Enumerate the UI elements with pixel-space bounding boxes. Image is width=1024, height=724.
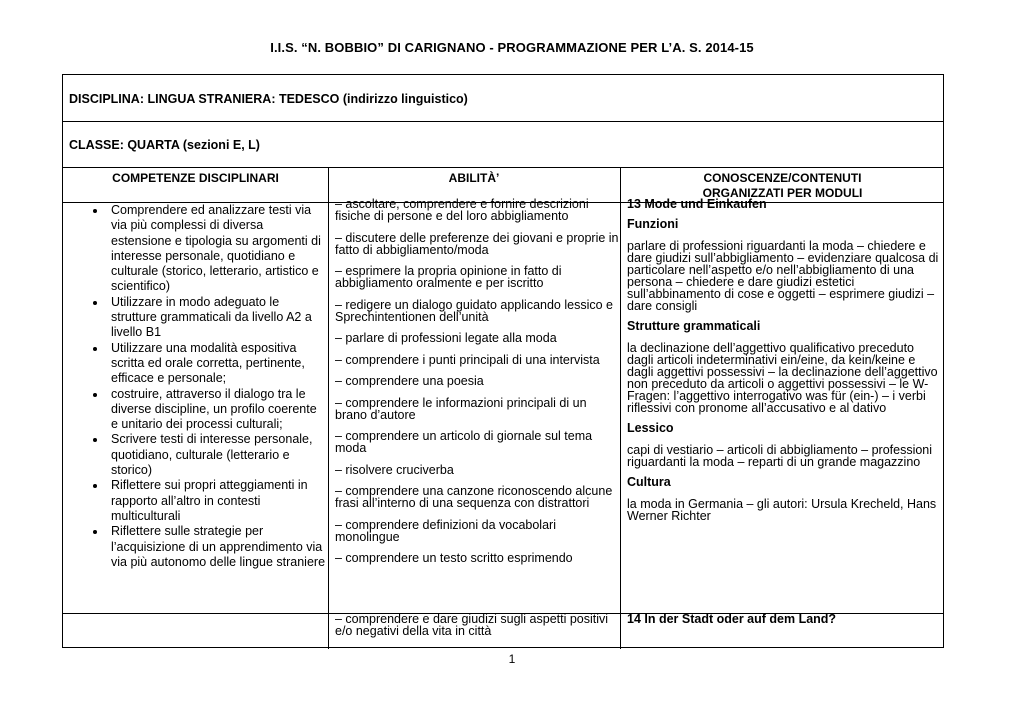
list-item: – comprendere una canzone riconoscendo alcune frasi all’interno di una sequenza con distrattori (335, 484, 613, 510)
section-text: la declinazione dell’aggettivo qualificativo preceduto dagli articoli indeterminativi ein/eine, da kein/keine e dagli aggettivi possessivi – la declinazione dell’aggettivo non preceduto da articoli o aggettivi possessivi – le W-Fragen: l’aggettivo interrogativo was für (ein-) – i verbi riflessivi con pronome all’accusativo e al dativo (627, 341, 938, 415)
document-title: I.I.S. “N. BOBBIO” DI CARIGNANO - PROGRAMMAZIONE PER L’A. S. 2014-15 (270, 40, 754, 55)
competenze-list (87, 203, 327, 570)
list-item: • costruire, attraverso il dialogo tra le diverse discipline, un profilo coerente e unitario dei processi culturali; (107, 387, 327, 433)
column-divider (620, 167, 621, 649)
module-title: 13 Mode und Einkaufen (627, 197, 767, 211)
header-competenze: COMPETENZE DISCIPLINARI (112, 171, 279, 185)
list-item: – comprendere le informazioni principali di un brano d’autore (335, 395, 587, 422)
section-heading: Funzioni (627, 217, 679, 231)
header-abilita: ABILITÀ’ (448, 171, 500, 185)
disciplina-label: DISCIPLINA: LINGUA STRANIERA: TEDESCO (indirizzo linguistico) (69, 92, 468, 106)
section-text: capi di vestiario – articoli di abbigliamento – professioni riguardanti la moda – reparti di un grande magazzino (627, 443, 933, 469)
list-item: – comprendere una poesia (335, 374, 484, 388)
list-item: – parlare di professioni legate alla moda (335, 331, 557, 345)
classe-label: CLASSE: QUARTA (sezioni E, L) (69, 138, 260, 152)
next-module-title: 14 In der Stadt oder auf dem Land? (627, 612, 837, 626)
page-number: 1 (508, 652, 516, 666)
header-conoscenze-line2: ORGANIZZATI PER MODULI (702, 186, 863, 200)
header-conoscenze-line1: CONOSCENZE/CONTENUTI (703, 171, 862, 185)
conoscenze-content (627, 198, 939, 530)
column-divider (328, 167, 329, 649)
section-text: la moda in Germania – gli autori: Ursula Krecheld, Hans Werner Richter (627, 497, 937, 523)
list-item: – esprimere la propria opinione in fatto di abbigliamento oralmente e per iscritto (335, 264, 562, 290)
abilita-list (335, 198, 619, 574)
list-item: – comprendere un articolo di giornale sul tema moda (335, 429, 593, 455)
row-divider (63, 167, 943, 168)
section-heading: Cultura (627, 475, 671, 489)
row-divider (63, 121, 943, 122)
list-item: – ascoltare, comprendere e fornire descrizioni fisiche di persone e del loro abbigliamento (335, 197, 589, 223)
list-item: – comprendere i punti principali di una intervista (335, 352, 600, 367)
list-item: • Utilizzare una modalità espositiva scritta ed orale corretta, pertinente, efficace e personale; (107, 341, 327, 387)
list-item: – discutere delle preferenze dei giovani e proprie in fatto di abbigliamento/moda (335, 230, 619, 257)
list-item: • Scrivere testi di interesse personale, quotidiano, culturale (letterario e storico) (107, 432, 327, 478)
list-item: • Riflettere sulle strategie per l’acquisizione di un apprendimento via via più autonomo delle lingue straniere (107, 524, 327, 570)
list-item: • Comprendere ed analizzare testi via via più complessi di diversa estensione e tipologia su argomenti di interesse personale, quotidiano e culturale (storico, letterario, artistico e scientifico) (107, 203, 327, 295)
section-heading: Strutture grammaticali (627, 319, 761, 333)
section-heading: Lessico (627, 421, 674, 435)
list-item: • Riflettere sui propri atteggiamenti in rapporto all’altro in contesti multiculturali (107, 478, 327, 524)
list-item: – redigere un dialogo guidato applicando lessico e Sprechintentionen dell’unità (335, 297, 613, 324)
list-item: • Utilizzare in modo adeguato le strutture grammaticali da livello A2 a livello B1 (107, 295, 327, 341)
list-item: – risolvere cruciverba (335, 462, 454, 477)
section-text: parlare di professioni riguardanti la moda – chiedere e dare giudizi sull’abbigliamento – evidenziare qualcosa di particolare nell’aspetto e/o nell’abbigliamento di una persona – chiedere e dare giudizi estetici sull’abbinamento di cose e oggetti – esprimere giudizi – dare consigli (627, 239, 939, 313)
programma-table (62, 74, 944, 648)
list-item: – comprendere definizioni da vocabolari monolingue (335, 517, 556, 544)
list-item: – comprendere un testo scritto esprimendo (335, 551, 573, 565)
next-abilita: – comprendere e dare giudizi sugli aspetti positivi e/o negativi della vita in città (335, 612, 609, 638)
